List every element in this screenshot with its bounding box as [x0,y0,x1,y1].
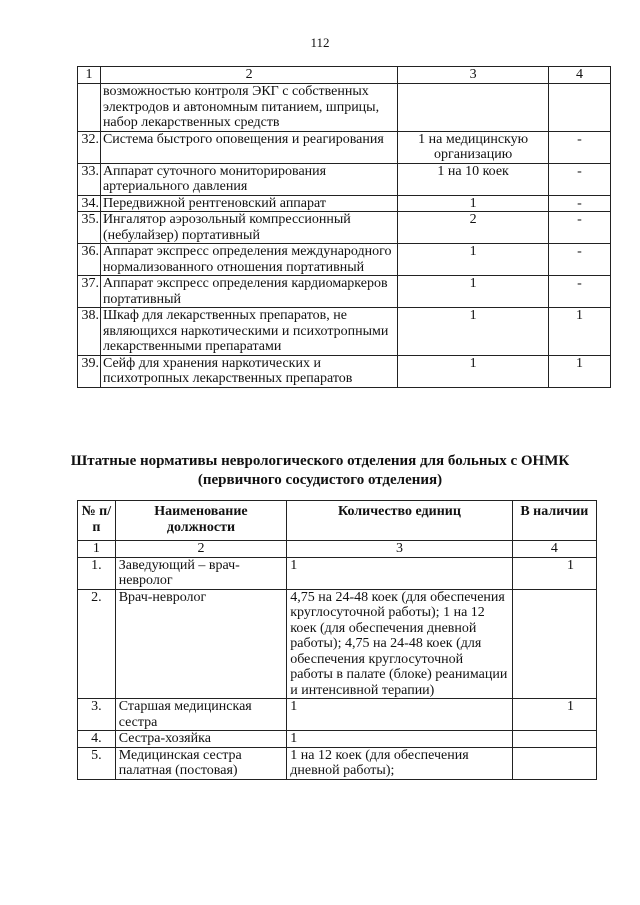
available-quantity: - [548,131,610,163]
position-name: Сестра-хозяйка [115,731,287,748]
table-row [78,84,611,132]
table-row [78,747,597,779]
table-header-row [78,67,611,84]
row-number: 4. [78,731,116,748]
position-name: Врач-невролог [115,589,287,699]
header-number: № п/п [78,501,116,541]
table-row [78,355,611,387]
required-quantity: 1 [398,276,549,308]
position-quantity: 4,75 на 24-48 коек (для обеспечения круглосуточной работы); 1 на 12 коек (для обеспечения дневной работы); 4,75 на 24-48 коек (для обеспечения круглосуточной работы в палате (блоке) реанимации и интенсивной терапии) [287,589,512,699]
section-title-line: Штатные нормативы неврологического отделения для больных с ОНМК [70,453,570,469]
required-quantity: 1 [398,355,549,387]
position-available: 1 [512,557,596,589]
position-available [512,589,596,699]
available-quantity: - [548,276,610,308]
column-number-row [78,541,597,558]
equipment-name: Передвижной рентгеновский аппарат [100,195,397,212]
table-row [78,131,611,163]
position-available [512,731,596,748]
column-number: 3 [287,541,512,558]
staffing-table [77,500,597,780]
row-number: 34. [78,195,101,212]
equipment-name: Аппарат экспресс определения международного нормализованного отношения портативный [100,244,397,276]
table-row [78,195,611,212]
table-header-row [78,501,597,541]
equipment-name: Сейф для хранения наркотических и психотропных лекарственных препаратов [100,355,397,387]
available-quantity: 1 [548,355,610,387]
position-quantity: 1 на 12 коек (для обеспечения дневной работы); [287,747,512,779]
table-row [78,589,597,699]
page-number: 112 [310,35,330,50]
section-title [60,452,580,490]
row-number: 39. [78,355,101,387]
row-number: 32. [78,131,101,163]
equipment-name: Ингалятор аэрозольный компрессионный (небулайзер) портативный [100,212,397,244]
table-row [78,731,597,748]
position-name: Медицинская сестра палатная (постовая) [115,747,287,779]
equipment-name: Аппарат экспресс определения кардиомаркеров портативный [100,276,397,308]
row-number: 35. [78,212,101,244]
table-row [78,557,597,589]
header-cell: 1 [78,67,101,84]
table-row [78,163,611,195]
table-row [78,276,611,308]
equipment-table [77,66,611,388]
available-quantity: - [548,195,610,212]
required-quantity: 1 на медицинскую организацию [398,131,549,163]
header-available: В наличии [512,501,596,541]
row-number: 36. [78,244,101,276]
required-quantity: 1 на 10 коек [398,163,549,195]
table-row [78,699,597,731]
required-quantity: 1 [398,308,549,356]
equipment-name: Аппарат суточного мониторирования артериального давления [100,163,397,195]
equipment-name: Шкаф для лекарственных препаратов, не являющихся наркотическими и психотропными лекарственными препаратами [100,308,397,356]
column-number: 2 [115,541,287,558]
row-number: 2. [78,589,116,699]
position-quantity: 1 [287,557,512,589]
available-quantity: - [548,163,610,195]
row-number [78,84,101,132]
row-number: 37. [78,276,101,308]
available-quantity [548,84,610,132]
row-number: 3. [78,699,116,731]
column-number: 4 [512,541,596,558]
position-available: 1 [512,699,596,731]
required-quantity: 1 [398,244,549,276]
available-quantity: 1 [548,308,610,356]
equipment-name: возможностью контроля ЭКГ с собственных электродов и автономным питанием, шприцы, набор лекарственных средств [100,84,397,132]
header-cell: 3 [398,67,549,84]
position-quantity: 1 [287,731,512,748]
table-row [78,212,611,244]
row-number: 5. [78,747,116,779]
available-quantity: - [548,212,610,244]
table-row [78,244,611,276]
header-cell: 2 [100,67,397,84]
header-cell: 4 [548,67,610,84]
position-name: Старшая медицинская сестра [115,699,287,731]
header-position: Наименование должности [115,501,287,541]
required-quantity: 1 [398,195,549,212]
row-number: 38. [78,308,101,356]
table-row [78,308,611,356]
row-number: 1. [78,557,116,589]
column-number: 1 [78,541,116,558]
section-title-line: (первичного сосудистого отделения) [197,472,443,488]
row-number: 33. [78,163,101,195]
equipment-name: Система быстрого оповещения и реагирования [100,131,397,163]
header-quantity: Количество единиц [287,501,512,541]
position-quantity: 1 [287,699,512,731]
required-quantity: 2 [398,212,549,244]
position-available [512,747,596,779]
required-quantity [398,84,549,132]
available-quantity: - [548,244,610,276]
position-name: Заведующий – врач-невролог [115,557,287,589]
